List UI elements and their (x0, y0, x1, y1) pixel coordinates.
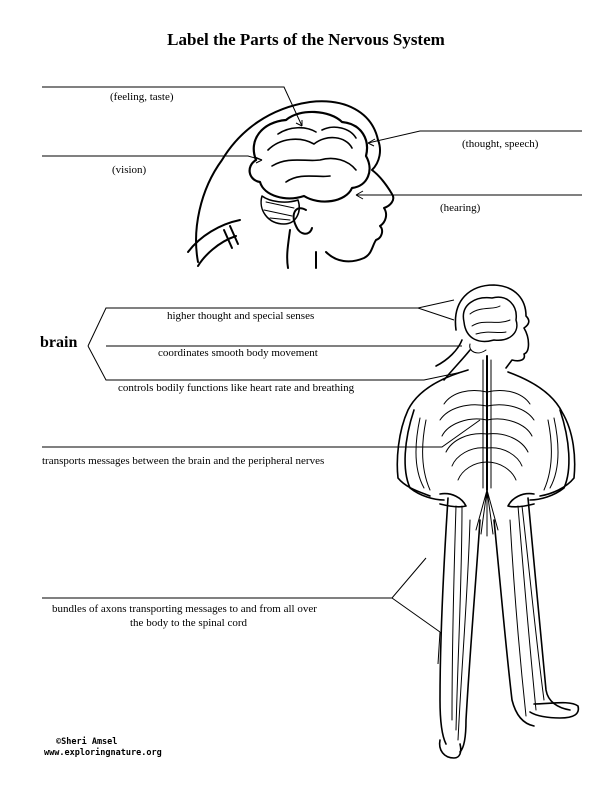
head-illustration (188, 101, 393, 268)
brain-label: brain (40, 334, 78, 351)
credit-author: ©Sheri Amsel (56, 737, 118, 747)
spinal-cord-line (42, 420, 480, 447)
label-thought-speech: (thought, speech) (462, 138, 539, 150)
label-vision: (vision) (112, 164, 147, 176)
desc-brainstem: controls bodily functions like heart rate and breathing (118, 382, 355, 394)
credit-site: www.exploringnature.org (44, 748, 162, 758)
nerves-line-2 (392, 598, 440, 632)
desc-nerves-line2: the body to the spinal cord (130, 617, 248, 629)
label-hearing: (hearing) (440, 202, 481, 214)
body-illustration (397, 285, 578, 758)
label-feeling-taste: (feeling, taste) (110, 91, 174, 103)
desc-cerebrum: higher thought and special senses (167, 310, 315, 322)
cerebrum-line-2 (418, 300, 454, 308)
desc-cerebellum: coordinates smooth body movement (158, 347, 318, 359)
nerves-line (42, 558, 426, 598)
label-line-occipital (42, 156, 262, 160)
desc-nerves-line1: bundles of axons transporting messages to and from all over (52, 603, 317, 615)
desc-spinal-cord: transports messages between the brain and the peripheral nerves (42, 455, 325, 467)
page-title: Label the Parts of the Nervous System (167, 30, 445, 49)
